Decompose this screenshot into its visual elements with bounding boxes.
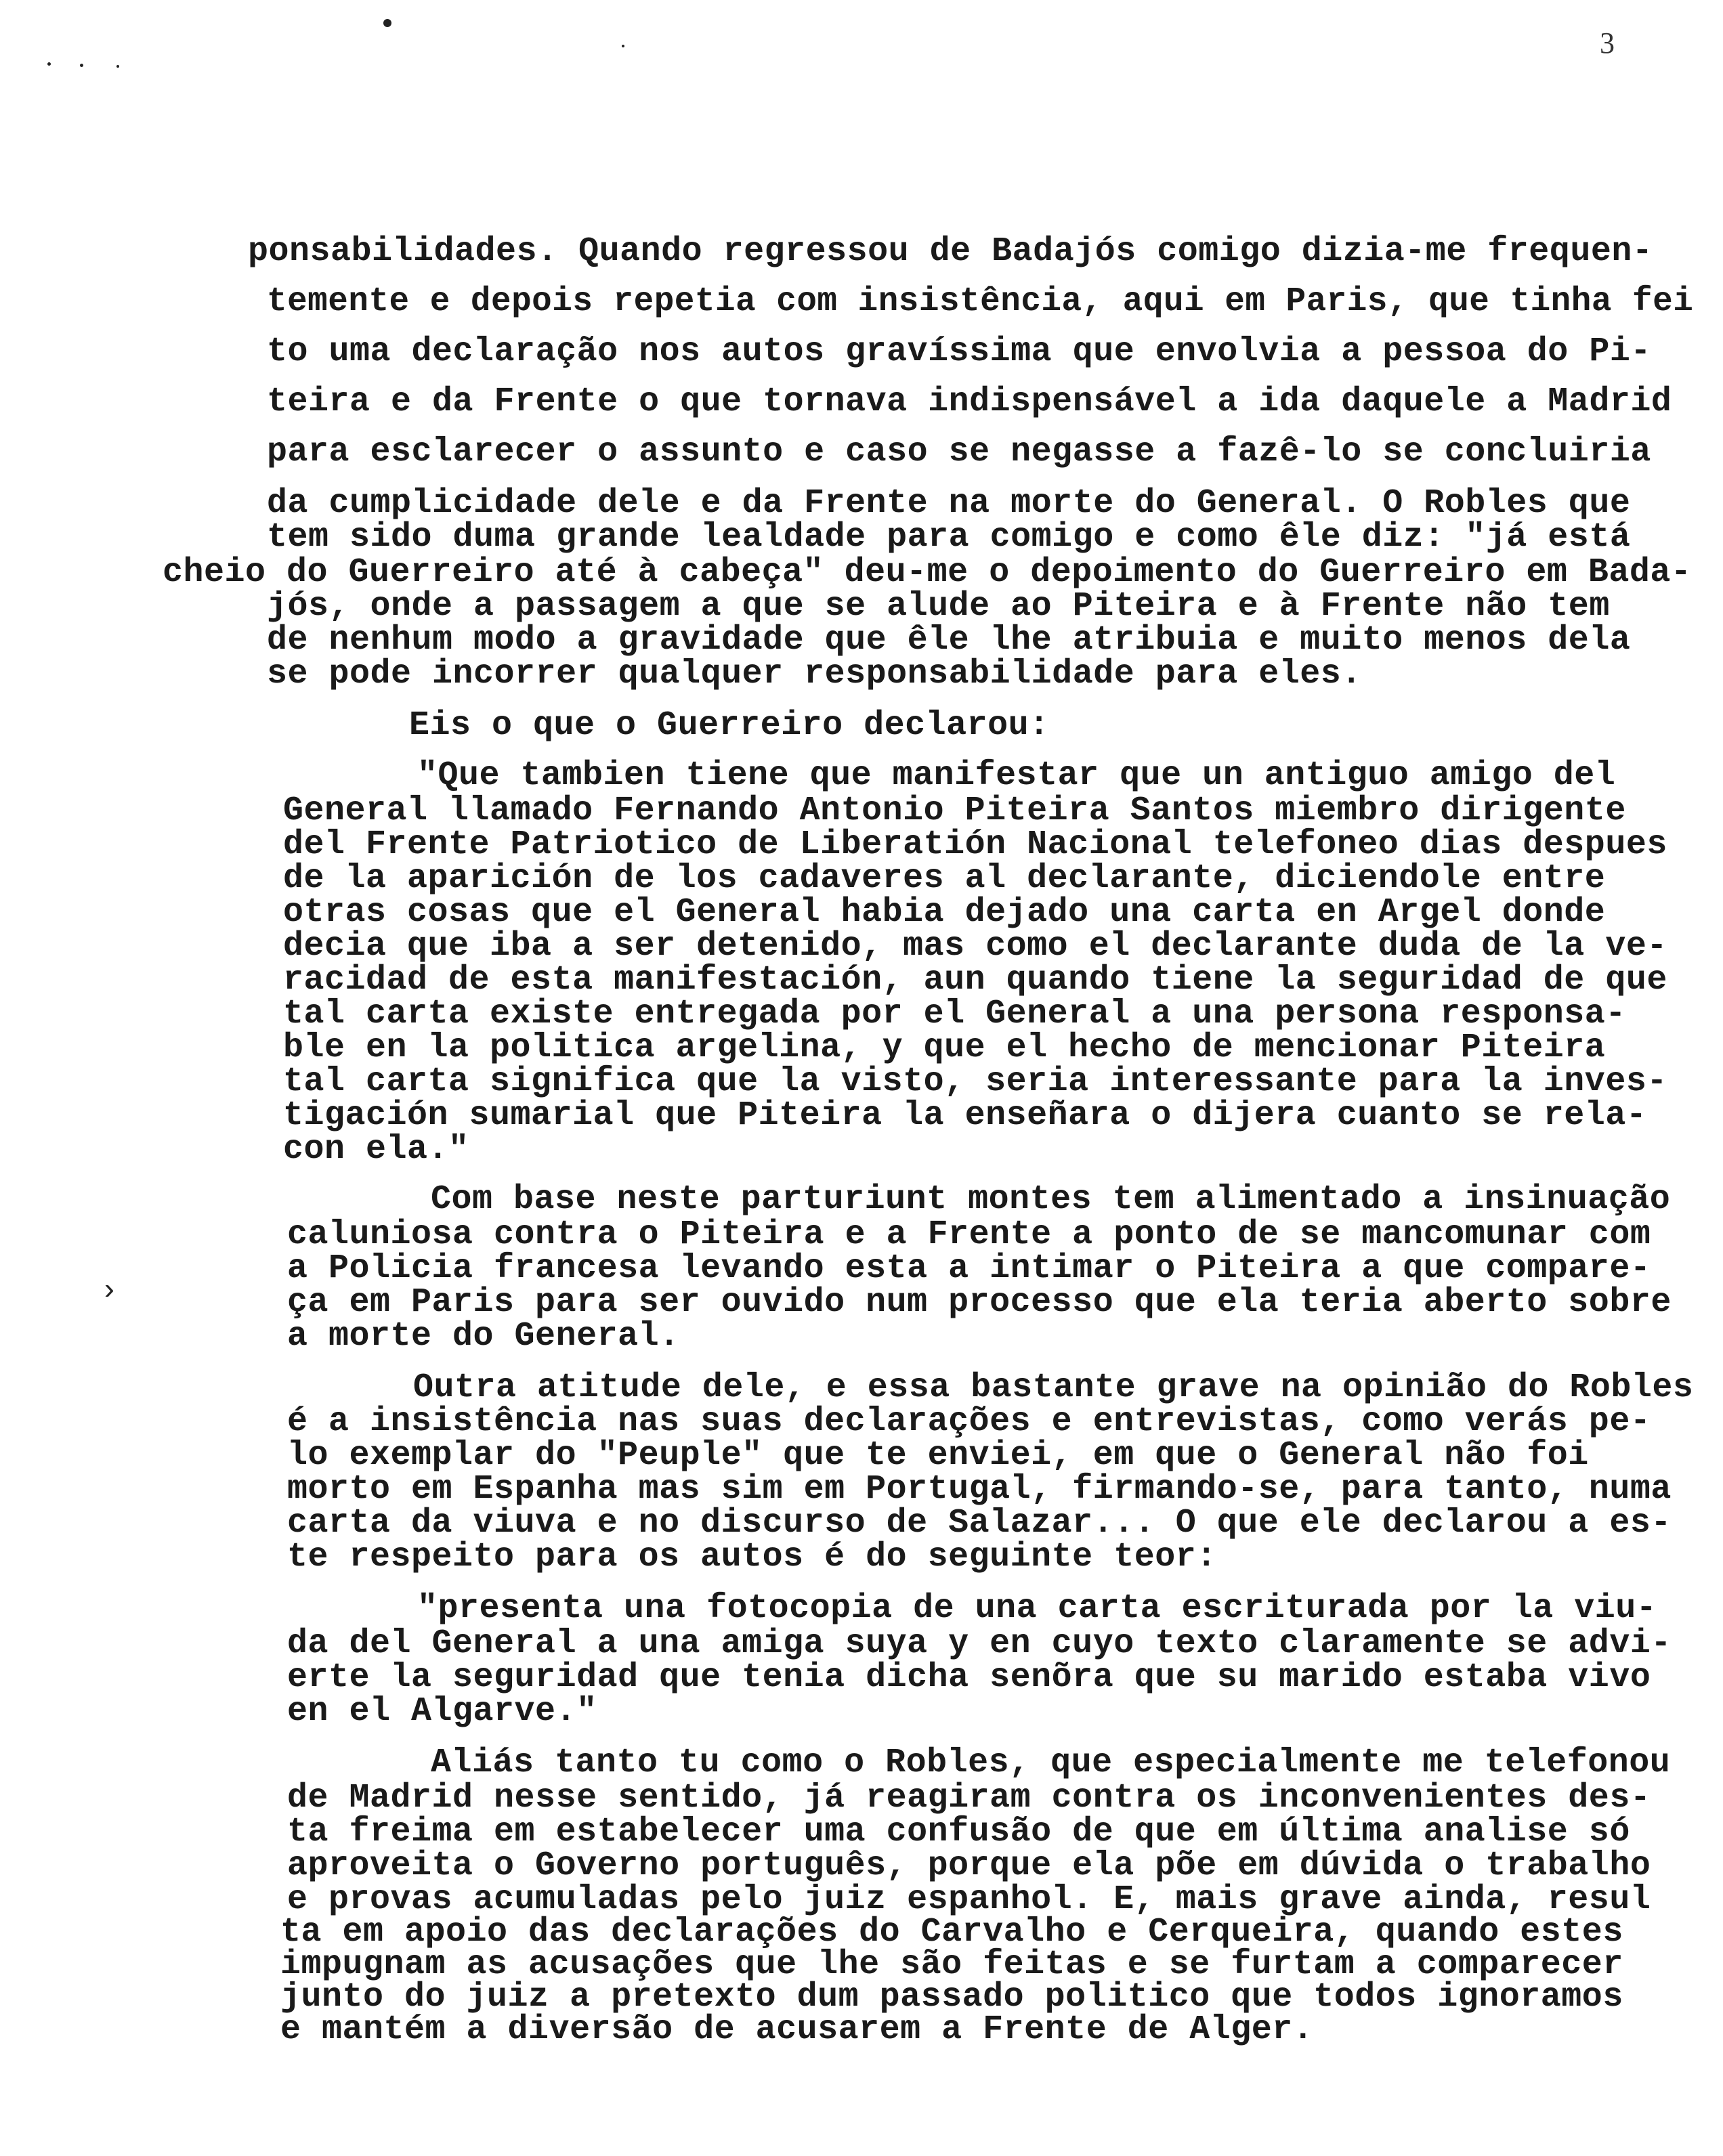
text-line: tigación sumarial que Piteira la enseñara o dijera cuanto se rela- — [283, 1096, 1647, 1135]
ink-speck — [80, 64, 83, 67]
text-line: aproveita o Governo português, porque ela põe em dúvida o trabalho — [287, 1847, 1651, 1885]
text-line: to uma declaração nos autos gravíssima que envolvia a pessoa do Pi- — [267, 332, 1651, 371]
text-line: te respeito para os autos é do seguinte teor: — [287, 1538, 1217, 1576]
text-line: tem sido duma grande lealdade para comigo e como êle diz: "já está — [267, 518, 1631, 557]
text-line: tal carta significa que la visto, seria interessante para la inves- — [283, 1062, 1667, 1101]
text-line: de la aparición de los cadaveres al declarante, diciendole entre — [283, 859, 1606, 898]
text-line: é a insistência nas suas declarações e entrevistas, como verás pe- — [287, 1402, 1651, 1441]
text-line: en el Algarve." — [287, 1692, 597, 1731]
text-line: e provas acumuladas pelo juiz espanhol. E, mais grave ainda, resul — [287, 1880, 1651, 1919]
text-line: para esclarecer o assunto e caso se negasse a fazê-lo se concluiria — [267, 433, 1651, 471]
text-line: se pode incorrer qualquer responsabilidade para eles. — [267, 655, 1362, 693]
text-line: "Que tambien tiene que manifestar que un antiguo amigo del — [417, 756, 1616, 795]
text-line: junto do juiz a pretexto dum passado politico que todos ignoramos — [280, 1978, 1623, 2017]
text-line: ta em apoio das declarações do Carvalho e Cerqueira, quando estes — [280, 1913, 1623, 1952]
text-line: jós, onde a passagem a que se alude ao Piteira e à Frente não tem — [267, 587, 1610, 626]
text-line: ta freima em estabelecer uma confusão de que em última analise só — [287, 1813, 1630, 1851]
page-number: 3 — [1600, 26, 1615, 60]
text-line: Outra atitude dele, e essa bastante grave na opinião do Robles — [413, 1368, 1694, 1407]
text-line: erte la seguridad que tenia dicha senõra que su marido estaba vivo — [287, 1658, 1651, 1697]
text-line: tal carta existe entregada por el General a una persona responsa- — [283, 995, 1626, 1033]
text-line: de Madrid nesse sentido, já reagiram contra os inconvenientes des- — [287, 1779, 1651, 1817]
text-line: carta da viuva e no discurso de Salazar... O que ele declarou a es- — [287, 1504, 1672, 1543]
text-line: da del General a una amiga suya y en cuyo texto claramente se advi- — [287, 1624, 1672, 1663]
text-line: Com base neste parturiunt montes tem alimentado a insinuação — [431, 1180, 1671, 1219]
text-line: teira e da Frente o que tornava indispensável a ida daquele a Madrid — [267, 383, 1672, 421]
text-line: e mantém a diversão de acusarem a Frente de Alger. — [280, 2010, 1314, 2049]
ink-speck — [116, 65, 119, 68]
ink-speck — [622, 45, 624, 47]
text-line: caluniosa contra o Piteira e a Frente a ponto de se mancomunar com — [287, 1215, 1651, 1254]
text-line: de nenhum modo a gravidade que êle lhe atribuia e muito menos dela — [267, 621, 1631, 660]
text-line: del Frente Patriotico de Liberatión Nacional telefoneo dias despues — [283, 825, 1667, 864]
margin-mark: › — [100, 1274, 119, 1308]
text-line: ça em Paris para ser ouvido num processo que ela teria aberto sobre — [287, 1283, 1672, 1322]
text-line: da cumplicidade dele e da Frente na morte do General. O Robles que — [267, 484, 1631, 523]
text-line: morto em Espanha mas sim em Portugal, firmando-se, para tanto, numa — [287, 1470, 1672, 1509]
ink-speck — [383, 19, 391, 27]
ink-speck — [47, 62, 51, 66]
text-line: "presenta una fotocopia de una carta escriturada por la viu- — [417, 1589, 1657, 1628]
text-line: Eis o que o Guerreiro declarou: — [409, 706, 1050, 745]
text-line: Aliás tanto tu como o Robles, que especialmente me telefonou — [431, 1744, 1671, 1782]
text-line: ponsabilidades. Quando regressou de Badajós comigo dizia-me frequen- — [248, 232, 1653, 271]
text-line: cheio do Guerreiro até à cabeça" deu-me o depoimento do Guerreiro em Bada- — [163, 553, 1692, 592]
text-line: impugnam as acusações que lhe são feitas e se furtam a comparecer — [280, 1945, 1623, 1984]
text-line: General llamado Fernando Antonio Piteira Santos miembro dirigente — [283, 792, 1626, 830]
text-line: otras cosas que el General habia dejado una carta en Argel donde — [283, 893, 1606, 932]
text-line: temente e depois repetia com insistência, aqui em Paris, que tinha fei — [267, 282, 1694, 321]
text-line: ble en la politica argelina, y que el hecho de mencionar Piteira — [283, 1029, 1606, 1067]
text-line: a morte do General. — [287, 1317, 680, 1356]
text-line: a Policia francesa levando esta a intimar o Piteira a que compare- — [287, 1249, 1651, 1288]
text-line: lo exemplar do "Peuple" que te enviei, em que o General não foi — [287, 1436, 1589, 1475]
text-line: racidad de esta manifestación, aun quando tiene la seguridad de que — [283, 961, 1667, 999]
text-line: decia que iba a ser detenido, mas como el declarante duda de la ve- — [283, 927, 1667, 966]
text-line: con ela." — [283, 1130, 469, 1169]
